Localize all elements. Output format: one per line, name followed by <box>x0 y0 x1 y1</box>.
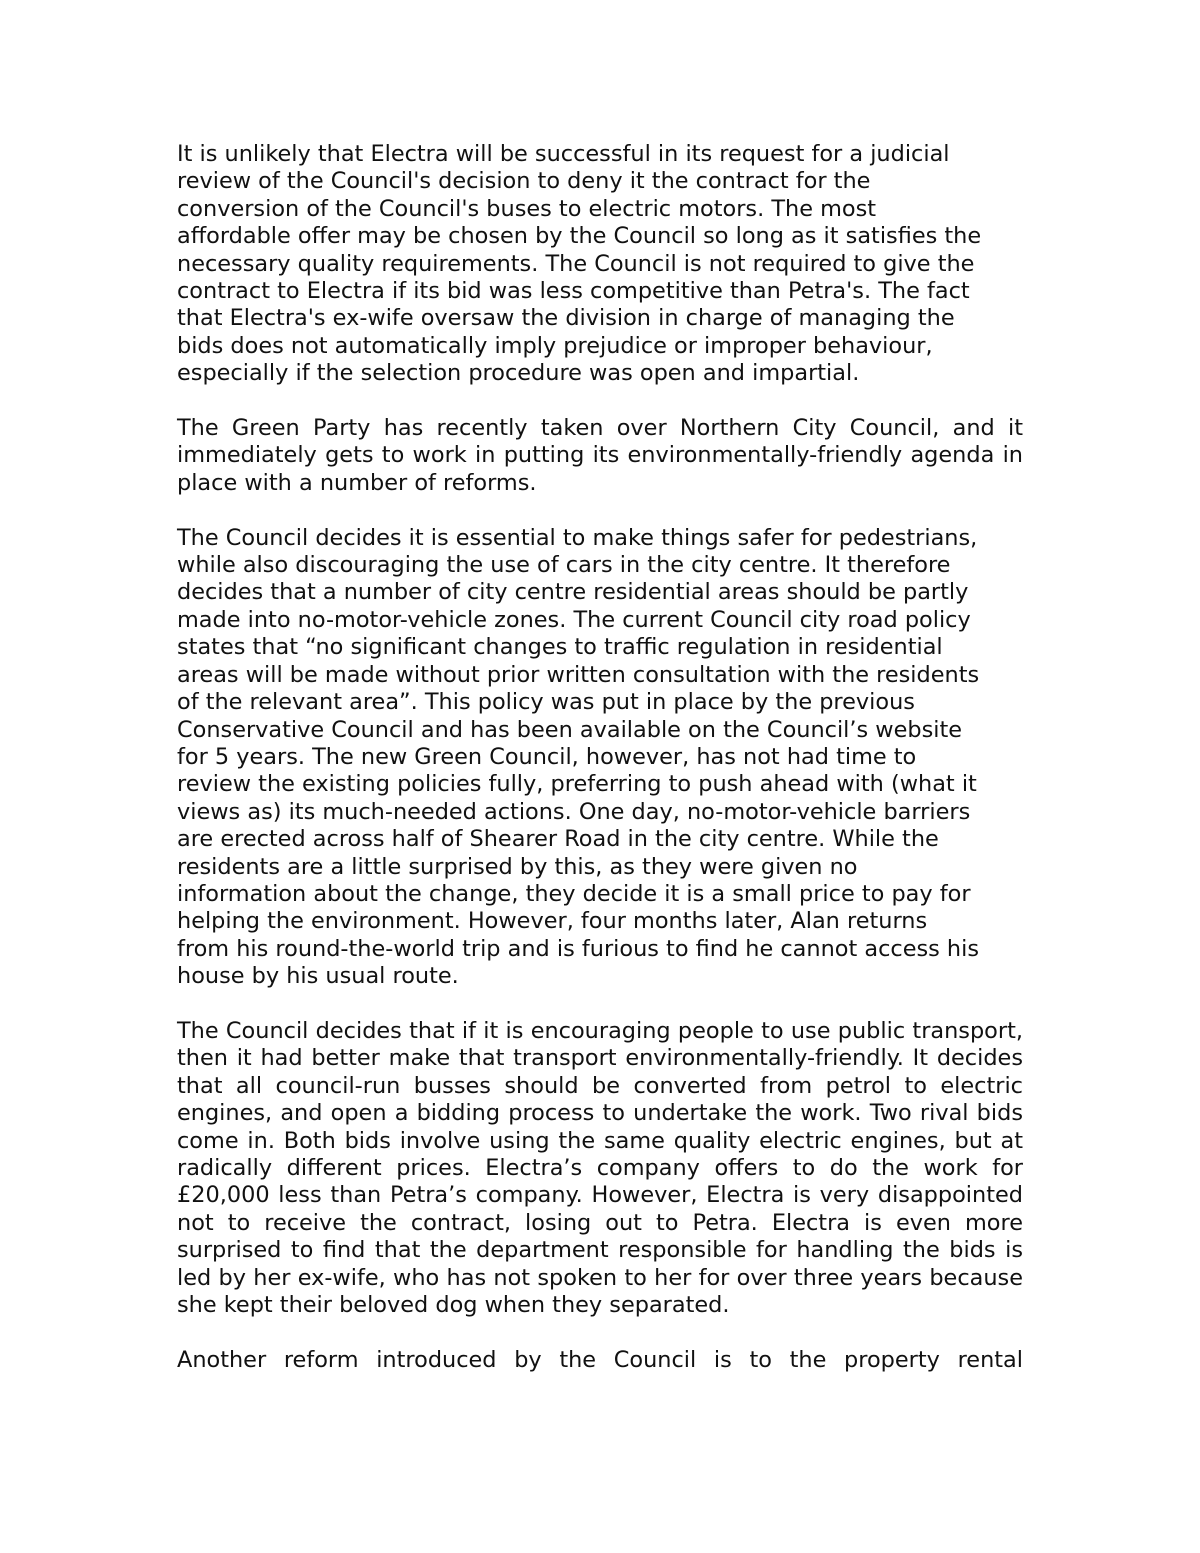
paragraph-bus-conversion-bids: The Council decides that if it is encouraging people to use public transport, then it had better make that transport environmentally-friendly. It decides that all council-run busses should be converted from petrol to electric engines, and open a bidding process to undertake the work. Two rival bids come in. Both bids involve using the same quality electric engines, but at radically different prices. Electra’s company offers to do the work for £20,000 less than Petra’s company. However, Electra is very disappointed not to receive the contract, losing out to Petra. Electra is even more surprised to find that the department responsible for handling the bids is led by her ex-wife, who has not spoken to her for over three years because she kept their beloved dog when they separated. <box>177 1017 1023 1319</box>
paragraph-judicial-review-answer: It is unlikely that Electra will be successful in its request for a judicial review of the Council's decision to deny it the contract for the conversion of the Council's buses to electric motors. The most affordable offer may be chosen by the Council so long as it satisfies the necessary quality requirements. The Council is not required to give the contract to Electra if its bid was less competitive than Petra's. The fact that Electra's ex-wife oversaw the division in charge of managing the bids does not automatically imply prejudice or improper behaviour, especially if the selection procedure was open and impartial. <box>177 141 982 387</box>
paragraph-property-rental-reform: Another reform introduced by the Council is to the property rental <box>177 1346 1023 1373</box>
document-body <box>177 141 1023 1402</box>
paragraph-green-party-intro: The Green Party has recently taken over Northern City Council, and it immediately gets to work in putting its environmentally-friendly agenda in place with a number of reforms. <box>177 415 1023 496</box>
paragraph-no-motor-vehicle-zones: The Council decides it is essential to make things safer for pedestrians, while also discouraging the use of cars in the city centre. It therefore decides that a number of city centre residential areas should be partly made into no-motor-vehicle zones. The current Council city road policy states that “no significant changes to traffic regulation in residential areas will be made without prior written consultation with the residents of the relevant area”. This policy was put in place by the previous Conservative Council and has been available on the Council’s website for 5 years. The new Green Council, however, has not had time to review the existing policies fully, preferring to push ahead with (what it views as) its much-needed actions. One day, no-motor-vehicle barriers are erected across half of Shearer Road in the city centre. While the residents are a little surprised by this, as they were given no information about the change, they decide it is a small price to pay for helping the environment. However, four months later, Alan returns from his round-the-world trip and is furious to find he cannot access his house by his usual route. <box>177 524 980 990</box>
